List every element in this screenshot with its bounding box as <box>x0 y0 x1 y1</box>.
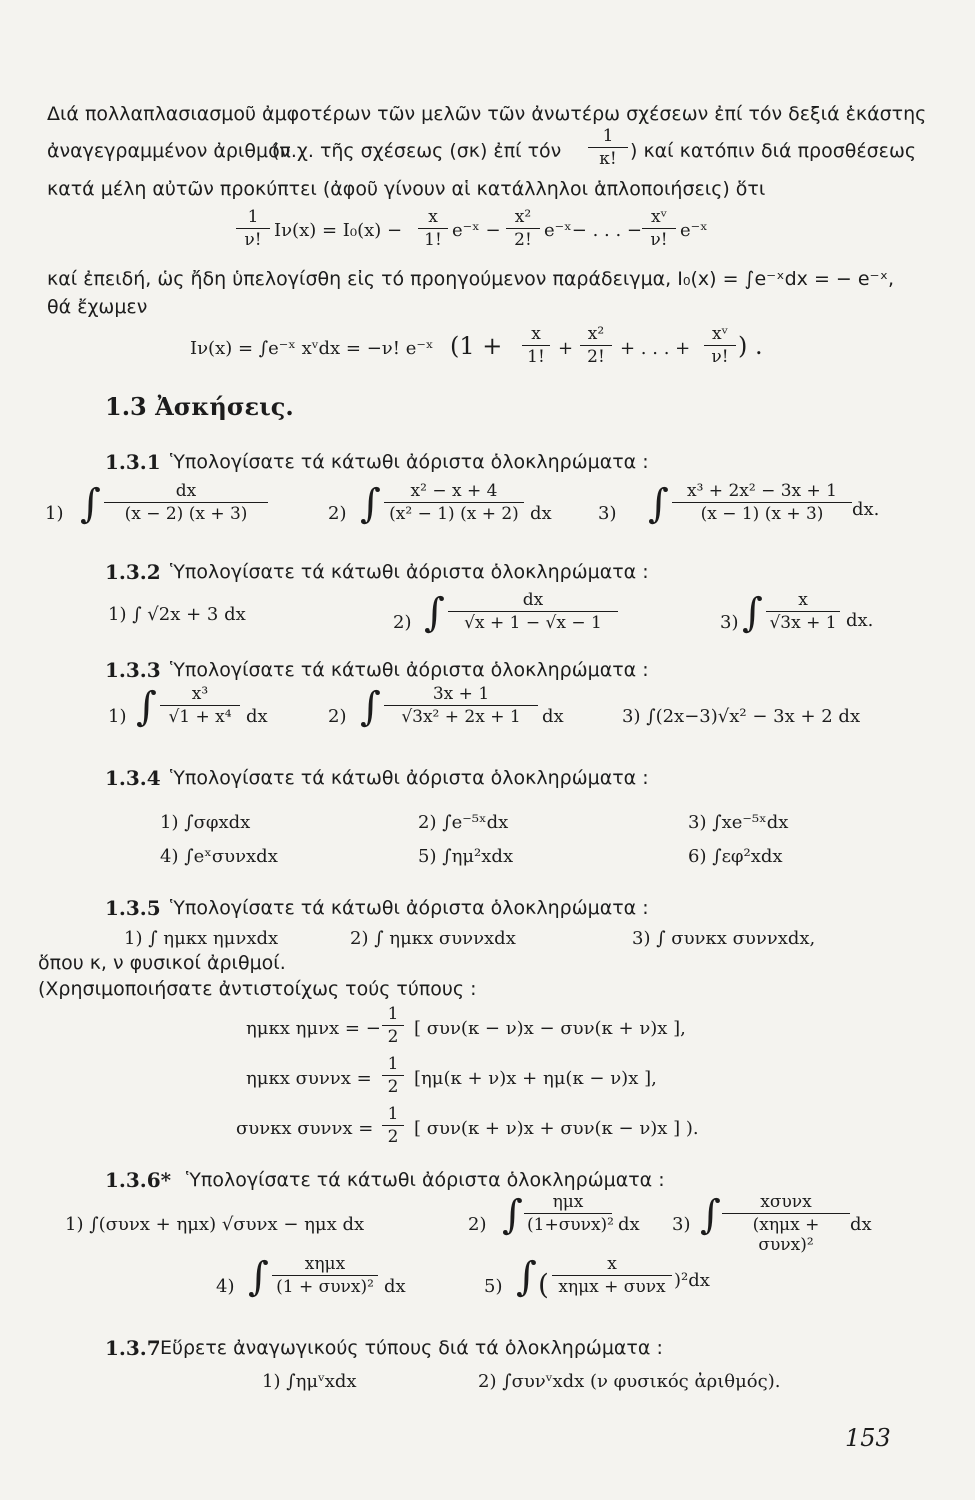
item-label: 2) <box>328 503 347 524</box>
ex134-item-4: 4) ∫eˣσυνxdx <box>160 846 278 867</box>
eq2-plus: + <box>558 338 574 359</box>
item-label: 3) <box>598 503 617 524</box>
formula-1-rhs: [ συν(κ − ν)x − συν(κ + ν)x ], <box>414 1018 686 1039</box>
eq1-factor: $\frac{1}{\nu!}$ <box>236 207 270 250</box>
exercise-label: 1.3.1 <box>105 450 161 474</box>
integral-sign: ∫ <box>648 481 669 527</box>
formula-1-lhs: ημκx ημνx = − <box>246 1018 381 1039</box>
integral-sign: ∫ <box>742 590 763 636</box>
ex135-note-1: ὅπου κ, ν φυσικοί ἀριθμοί. <box>38 952 286 974</box>
formula-2-lhs: ημκx συννx = <box>246 1068 372 1089</box>
exercise-label: 1.3.3 <box>105 658 161 682</box>
ex135-item-1: 1) ∫ ημκx ημνxdx <box>124 928 279 949</box>
integral-sign: ∫ <box>502 1192 523 1238</box>
exercise-text: Ὑπολογίσατε τά κάτωθι ἀόριστα ὁλοκληρώματα : <box>170 451 649 473</box>
exercise-label: 1.3.4 <box>105 766 161 790</box>
formula-3-half: $\frac{1}{2}$ <box>382 1104 404 1147</box>
integral-sign: ∫ <box>80 481 101 527</box>
ex137-item-2: 2) ∫συνᵛxdx (ν φυσικός ἀριθμός). <box>478 1371 781 1392</box>
ex137-item-1: 1) ∫ημᵛxdx <box>262 1371 357 1392</box>
exercise-text: Ὑπολογίσατε τά κάτωθι ἀόριστα ὁλοκληρώματα : <box>186 1169 665 1191</box>
exercise-label: 1.3.5 <box>105 896 161 920</box>
exercise-text: Ὑπολογίσατε τά κάτωθι ἀόριστα ὁλοκληρώματα : <box>170 561 649 583</box>
integral-sign: ∫ <box>360 481 381 527</box>
exercise-text: Ὑπολογίσατε τά κάτωθι ἀόριστα ὁλοκληρώματα : <box>170 659 649 681</box>
integral-sign: ∫ <box>136 684 157 730</box>
formula-3-lhs: συνκx συννx = <box>236 1118 374 1139</box>
item-label: 2) <box>393 612 412 633</box>
integral-sign: ∫ <box>360 684 381 730</box>
formula-1-half: $\frac{1}{2}$ <box>382 1004 404 1047</box>
ex132-item-1: 1) ∫ √2x + 3 dx <box>108 604 246 625</box>
dx-tail: dx. <box>846 610 874 631</box>
eq1-term-1-tail: e⁻ˣ − <box>452 220 501 241</box>
intro-line-2a: ἀναγεγραμμένον ἀριθμόν <box>47 140 291 162</box>
dx-tail: dx. <box>852 499 880 520</box>
eq1-term-2-tail: e⁻ˣ− . . . − <box>544 220 642 241</box>
ex133-item-3: 3) ∫(2x−3)√x² − 3x + 2 dx <box>622 706 861 727</box>
ex131-item-1-fraction: $\frac{dx}{(x - 2) (x + 3)}$ <box>104 481 268 524</box>
ex134-item-3: 3) ∫xe⁻⁵ˣdx <box>688 812 789 833</box>
eq1-middle: Iν(x) = I₀(x) − <box>274 220 403 241</box>
ex136-item-3-fraction: xσυνx (xημx + συνx)² <box>722 1192 850 1255</box>
fraction-denominator: κ! <box>599 149 617 169</box>
formula-3-rhs: [ συν(κ + ν)x + συν(κ − ν)x ] ). <box>414 1118 699 1139</box>
exercise-label: 1.3.2 <box>105 560 161 584</box>
integral-sign: ∫ <box>424 590 445 636</box>
dx-tail: dx <box>384 1276 406 1297</box>
ex136-item-5-fraction: x xημx + συνx <box>552 1254 672 1297</box>
para2-line-1: καί ἐπειδή, ὡς ἤδη ὑπελογίσθη εἰς τό προηγούμενον παράδειγμα, I₀(x) = ∫e⁻ˣdx = − e⁻ˣ, <box>47 268 895 290</box>
para2-line-2: θά ἔχωμεν <box>47 296 148 318</box>
eq2-term-b: $\frac{\text{x²}}{2!}$ <box>580 324 612 367</box>
eq2-close: ) . <box>738 332 763 360</box>
eq2-lhs: Iν(x) = ∫e⁻ˣ xᵛdx = −ν! e⁻ˣ <box>190 338 434 359</box>
ex132-item-3-fraction: $\frac{x}{√3x + 1}$ <box>766 590 840 633</box>
eq1-term-3: $\frac{\text{xᵛ}}{\nu!}$ <box>642 207 676 250</box>
eq2-open: (1 + <box>450 332 503 360</box>
ex134-item-6: 6) ∫εφ²xdx <box>688 846 783 867</box>
integral-sign: ∫ <box>248 1254 269 1300</box>
exercise-label: 1.3.6* <box>105 1168 172 1192</box>
integral-sign: ∫ <box>516 1254 537 1300</box>
ex131-item-2-fraction: $\frac{\text{x² − x + 4}}{\text{(x² − 1) (x + 2)}}$ <box>384 481 524 524</box>
page-number: 153 <box>845 1424 891 1452</box>
item-label: 1) <box>108 706 127 727</box>
section-title: 1.3 Ἀσκήσεις. <box>105 392 294 421</box>
fraction-numerator: 1 <box>588 126 628 148</box>
eq1-term-1: $\frac{x}{1!}$ <box>418 207 448 250</box>
eq1-term-3-tail: e⁻ˣ <box>680 220 708 241</box>
ex133-item-2-fraction: $\frac{3x + 1}{\text{√3x² + 2x + 1}}$ <box>384 684 538 727</box>
formula-2-rhs: [ημ(κ + ν)x + ημ(κ − ν)x ], <box>414 1068 657 1089</box>
ex135-item-2: 2) ∫ ημκx συννxdx <box>350 928 516 949</box>
ex134-item-1: 1) ∫σφxdx <box>160 812 251 833</box>
item-label: 2) <box>328 706 347 727</box>
exercise-text: Εὕρετε ἀναγωγικούς τύπους διά τά ὁλοκληρώματα : <box>160 1337 663 1359</box>
ex132-item-2-fraction: $\frac{dx}{√x + 1 - √x - 1}$ <box>448 590 618 633</box>
item-label: 1) <box>45 503 64 524</box>
ex136-item-2-fraction: ημx (1+συνx)² <box>524 1192 612 1235</box>
intro-fraction <box>588 126 628 169</box>
ex135-item-3: 3) ∫ συνκx συννxdx, <box>632 928 816 949</box>
open-paren: ( <box>538 1268 549 1301</box>
ex134-item-5: 5) ∫ημ²xdx <box>418 846 514 867</box>
eq2-term-c: $\frac{\text{xᵛ}}{\nu!}$ <box>704 324 736 367</box>
dx-tail: dx <box>246 706 268 727</box>
eq1-term-2: $\frac{\text{x²}}{2!}$ <box>506 207 540 250</box>
ex136-item-1: 1) ∫(συνx + ημx) √συνx − ημx dx <box>65 1214 365 1235</box>
item-label: 3) <box>672 1214 691 1235</box>
ex133-item-1-fraction: $\frac{\text{x³}}{\text{√1 + x⁴}}$ <box>160 684 240 727</box>
formula-2-half: $\frac{1}{2}$ <box>382 1054 404 1097</box>
dx-tail: dx <box>618 1214 640 1235</box>
eq2-dots: + . . . + <box>620 338 691 359</box>
integral-sign: ∫ <box>700 1192 721 1238</box>
intro-line-2c: ) καί κατόπιν διά προσθέσεως <box>630 140 917 162</box>
intro-line-2b: (π.χ. τῆς σχέσεως (σκ) ἐπί τόν <box>272 140 562 162</box>
item-label: 2) <box>468 1214 487 1235</box>
eq2-term-a: $\frac{x}{1!}$ <box>522 324 550 367</box>
ex135-note-2: (Χρησιμοποιήσατε ἀντιστοίχως τούς τύπους : <box>38 978 477 1000</box>
item-label: 5) <box>484 1276 503 1297</box>
dx-tail: dx <box>542 706 564 727</box>
ex134-item-2: 2) ∫e⁻⁵ˣdx <box>418 812 509 833</box>
close-tail: )²dx <box>674 1270 710 1291</box>
exercise-text: Ὑπολογίσατε τά κάτωθι ἀόριστα ὁλοκληρώματα : <box>170 897 649 919</box>
intro-line-1: Διά πολλαπλασιασμοῦ ἀμφοτέρων τῶν μελῶν τῶν ἀνωτέρω σχέσεων ἐπί τόν δεξιά ἑκάστης <box>47 103 927 125</box>
exercise-label: 1.3.7 <box>105 1336 161 1360</box>
dx-tail: dx <box>530 503 552 524</box>
item-label: 4) <box>216 1276 235 1297</box>
intro-line-3: κατά μέλη αὐτῶν προκύπτει (ἀφοῦ γίνουν αἱ κατάλληλοι ἁπλοποιήσεις) ὅτι <box>47 178 766 200</box>
exercise-text: Ὑπολογίσατε τά κάτωθι ἀόριστα ὁλοκληρώματα : <box>170 767 649 789</box>
ex131-item-3-fraction: $\frac{\text{x³ + 2x² − 3x + 1}}{(x - 1) (x + 3)}$ <box>672 481 852 524</box>
ex136-item-4-fraction: xημx (1 + συνx)² <box>272 1254 378 1297</box>
dx-tail: dx <box>850 1214 872 1235</box>
item-label: 3) <box>720 612 739 633</box>
